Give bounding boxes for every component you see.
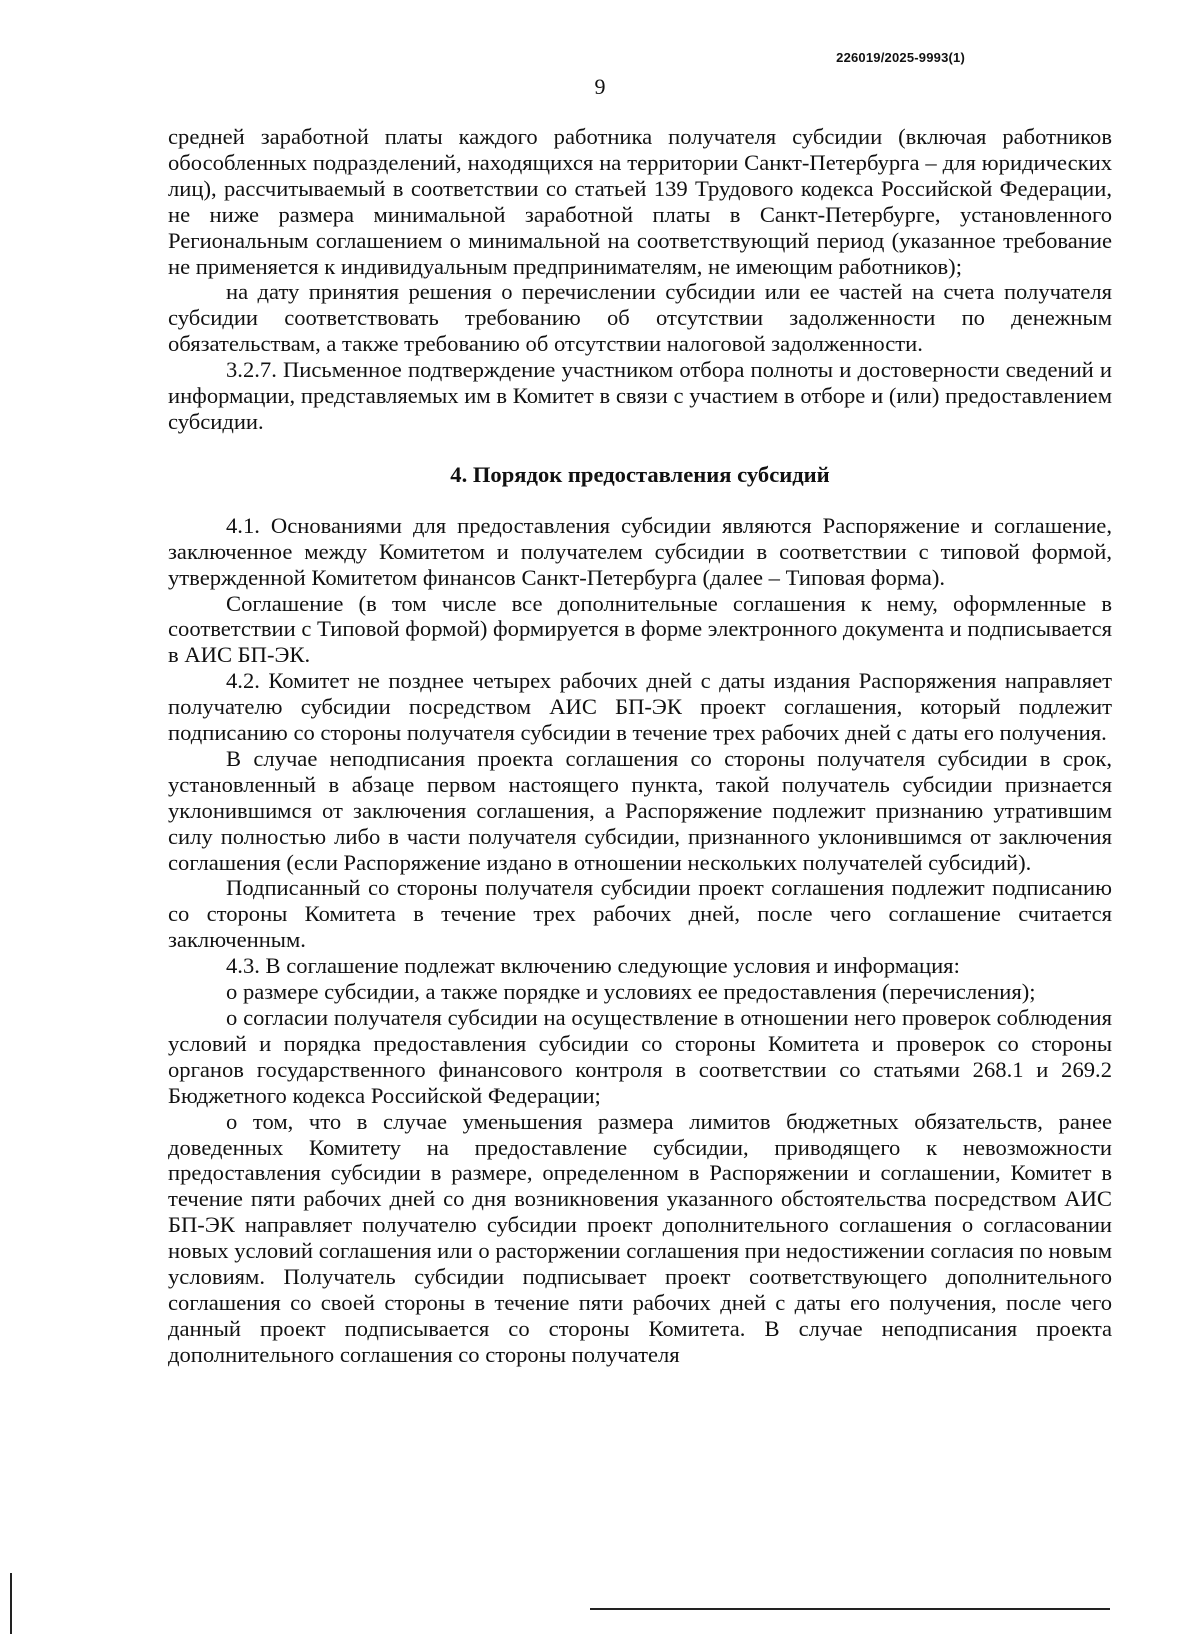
paragraph-continuation: средней заработной платы каждого работника получателя субсидии (включая работников обособленных подразделений, находящихся на территории Санкт-Петербурга – для юридических лиц), рассчитываемый в соответствии со статьей 139 Трудового кодекса Российской Федерации, не ниже размера минимальной заработной платы в Санкт-Петербурге, установленного Региональным соглашением о минимальной на соответствующий период (указанное требование не применяется к индивидуальным предпринимателям, не имеющим работников); xyxy=(168,124,1112,279)
paragraph-4-3: 4.3. В соглашение подлежат включению следующие условия и информация: xyxy=(226,953,960,979)
paragraph-agreement-form: Соглашение (в том числе все дополнительные соглашения к нему, оформленные в соответствии с Типовой формой) формируется в форме электронного документа и подписывается в АИС БП-ЭК. xyxy=(168,590,1112,668)
paragraph-consent-checks: о согласии получателя субсидии на осуществление в отношении него проверок соблюдения условий и порядка предоставления субсидии со стороны Комитета и проверок со стороны органов государственного финансового контроля в соответствии со статьями 268.1 и 269.2 Бюджетного кодекса Российской Федерации; xyxy=(168,1005,1112,1108)
paragraph-4-1: 4.1. Основаниями для предоставления субсидии являются Распоряжение и соглашение, заключенное между Комитетом и получателем субсидии в соответствии с типовой формой, утвержденной Комитетом финансов Санкт-Петербурга (далее – Типовая форма). xyxy=(168,512,1112,590)
page-number: 9 xyxy=(594,74,606,99)
paragraph-non-signing: В случае неподписания проекта соглашения со стороны получателя субсидии в срок, установленный в абзаце первом настоящего пункта, такой получатель субсидии признается уклонившимся от заключения соглашения, а Распоряжение подлежит признанию утратившим силу полностью либо в части получателя субсидии, признанного уклонившимся от заключения соглашения (если Распоряжение издано в отношении нескольких получателей субсидий). xyxy=(168,745,1112,875)
paragraph-3-2-7: 3.2.7. Письменное подтверждение участником отбора полноты и достоверности сведений и информации, представляемых им в Комитет в связи с участием в отборе и (или) предоставлением субсидии. xyxy=(168,357,1112,434)
scan-bottom-rule xyxy=(590,1608,1110,1610)
paragraph-signed-agreement: Подписанный со стороны получателя субсидии проект соглашения подлежит подписанию со стороны Комитета в течение трех рабочих дней, после чего соглашение считается заключенным. xyxy=(168,875,1112,953)
scan-edge-mark xyxy=(10,1573,12,1634)
document-id: 226019/2025-9993(1) xyxy=(836,50,965,65)
paragraph-debt-requirement: на дату принятия решения о перечислении субсидии или ее частей на счета получателя субсидии соответствовать требованию об отсутствии задолженности по денежным обязательствам, а также требованию об отсутствии налоговой задолженности. xyxy=(168,279,1112,357)
section-4-heading: 4. Порядок предоставления субсидий xyxy=(450,461,830,487)
paragraph-4-2: 4.2. Комитет не позднее четырех рабочих дней с даты издания Распоряжения направляет получателю субсидии посредством АИС БП-ЭК проект соглашения, который подлежит подписанию со стороны получателя субсидии в течение трех рабочих дней с даты его получения. xyxy=(168,668,1112,746)
paragraph-limits-reduction: о том, что в случае уменьшения размера лимитов бюджетных обязательств, ранее доведенных Комитету на предоставление субсидии, приводящего к невозможности предоставления субсидии в размере, определенном в Распоряжении и соглашении, Комитет в течение пяти рабочих дней со дня возникновения указанного обстоятельства посредством АИС БП-ЭК направляет получателю субсидии проект дополнительного соглашения о согласовании новых условий соглашения или о расторжении соглашения при недостижении согласия по новым условиям. Получатель субсидии подписывает проект соответствующего дополнительного соглашения со своей стороны в течение пяти рабочих дней с даты его получения, после чего данный проект подписывается со стороны Комитета. В случае неподписания проекта дополнительного соглашения со стороны получателя xyxy=(168,1108,1112,1367)
paragraph-subsidy-size: о размере субсидии, а также порядке и условиях ее предоставления (перечисления); xyxy=(226,979,1036,1005)
document-body xyxy=(168,124,1112,1368)
